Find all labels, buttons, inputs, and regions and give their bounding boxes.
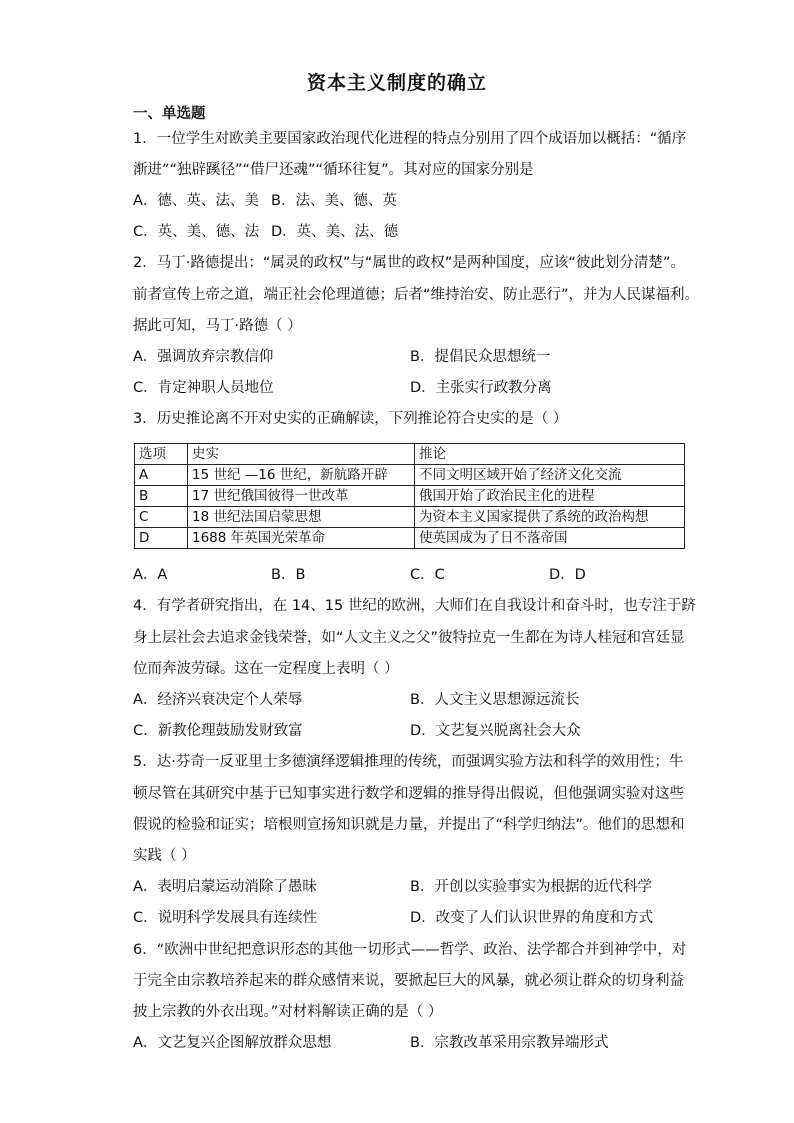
table-row <box>135 465 685 486</box>
table-cell: 15 世纪 —16 世纪，新航路开辟 <box>188 465 415 486</box>
table-row <box>135 507 685 528</box>
question-1-line-2: 渐进”“独辟蹊径”“借尸还魂”“循环往复”。其对应的国家分别是 <box>133 162 534 178</box>
question-6-line-3: 披上宗教的外衣出现。”对材料解读正确的是（ ） <box>133 1004 443 1020</box>
question-3-option-b: B．B <box>271 567 306 583</box>
table-header-row <box>135 444 685 465</box>
question-1-option-b: B．法、美、德、英 <box>271 193 397 209</box>
table-cell: 17 世纪俄国彼得一世改革 <box>188 486 415 507</box>
question-4-option-d: D．文艺复兴脱离社会大众 <box>410 723 581 739</box>
question-3-option-c: C．C <box>410 567 445 583</box>
question-4-option-c: C．新教伦理鼓励发财致富 <box>133 723 303 739</box>
table-cell: C <box>135 507 188 528</box>
question-2-option-a: A．强调放弃宗教信仰 <box>133 349 274 365</box>
question-5-line-2: 顿尽管在其研究中基于已知事实进行数学和逻辑的推导得出假说，但他强调实验对这些 <box>133 786 684 802</box>
section-heading: 一、单选题 <box>133 106 206 122</box>
table-cell: B <box>135 486 188 507</box>
question-2-option-b: B．提倡民众思想统一 <box>410 349 551 365</box>
table-cell: 不同文明区域开始了经济文化交流 <box>415 465 685 486</box>
question-1-option-c: C．英、美、德、法 <box>133 224 260 240</box>
question-2-option-c: C．肯定神职人员地位 <box>133 380 274 396</box>
question-2-line-2: 前者宣传上帝之道，端正社会伦理道德；后者“维持治安、防止恶行”，并为人民谋福利。 <box>133 287 700 303</box>
question-5-option-b: B．开创以实验事实为根据的近代科学 <box>410 879 652 895</box>
table-row <box>135 528 685 549</box>
page-title: 资本主义制度的确立 <box>306 72 487 94</box>
question-1-line-1: 1．一位学生对欧美主要国家政治现代化进程的特点分别用了四个成语加以概括：“循序 <box>133 131 687 147</box>
table-cell: 俄国开始了政治民主化的进程 <box>415 486 685 507</box>
question-6-line-1: 6．“欧洲中世纪把意识形态的其他一切形式——哲学、政治、法学都合并到神学中，对 <box>133 942 687 958</box>
question-3-option-a: A．A <box>133 567 168 583</box>
question-6-line-2: 于完全由宗教培养起来的群众感情来说，要掀起巨大的风暴，就必须让群众的切身利益 <box>133 973 684 989</box>
table-header-cell: 选项 <box>135 444 188 465</box>
table-row <box>135 486 685 507</box>
table-cell: 使英国成为了日不落帝国 <box>415 528 685 549</box>
question-2-line-1: 2．马丁·路德提出：“属灵的政权”与“属世的政权”是两种国度，应该“彼此划分清楚”。 <box>133 255 685 271</box>
question-3-option-d: D．D <box>549 567 586 583</box>
table-header-cell: 推论 <box>415 444 685 465</box>
question-4-line-3: 位而奔波劳碌。这在一定程度上表明（ ） <box>133 661 399 677</box>
table-header-cell: 史实 <box>188 444 415 465</box>
question-4-option-b: B．人文主义思想源远流长 <box>410 692 580 708</box>
table-cell: D <box>135 528 188 549</box>
question-1-option-a: A．德、英、法、美 <box>133 193 259 209</box>
question-5-option-a: A．表明启蒙运动消除了愚昧 <box>133 879 317 895</box>
question-5-option-c: C．说明科学发展具有连续性 <box>133 910 318 926</box>
question-2-line-3: 据此可知，马丁·路德（ ） <box>133 318 302 334</box>
question-5-line-1: 5．达·芬奇一反亚里士多德演绎逻辑推理的传统，而强调实验方法和科学的效用性；牛 <box>133 754 684 770</box>
table-cell: A <box>135 465 188 486</box>
question-4-option-a: A．经济兴衰决定个人荣辱 <box>133 692 303 708</box>
question-2-option-d: D．主张实行政教分离 <box>410 380 552 396</box>
question-4-line-1: 4．有学者研究指出，在 14、15 世纪的欧洲，大师们在自我设计和奋斗时，也专注于跻 <box>133 598 696 614</box>
question-3-line-1: 3．历史推论离不开对史实的正确解读，下列推论符合史实的是（ ） <box>133 411 568 427</box>
history-table <box>134 443 685 549</box>
question-5-option-d: D．改变了人们认识世界的角度和方式 <box>410 910 654 926</box>
table-cell: 18 世纪法国启蒙思想 <box>188 507 415 528</box>
table-cell: 1688 年英国光荣革命 <box>188 528 415 549</box>
question-6-option-b: B．宗教改革采用宗教异端形式 <box>410 1035 609 1051</box>
table-cell: 为资本主义国家提供了系统的政治构想 <box>415 507 685 528</box>
question-4-line-2: 身上层社会去追求金钱荣誉，如“人文主义之父”彼特拉克一生都在为诗人桂冠和宫廷显 <box>133 630 685 646</box>
question-5-line-4: 实践（ ） <box>133 848 196 864</box>
question-5-line-3: 假说的检验和证实；培根则宣扬知识就是力量，并提出了“科学归纳法”。他们的思想和 <box>133 817 685 833</box>
question-6-option-a: A．文艺复兴企图解放群众思想 <box>133 1035 332 1051</box>
question-1-option-d: D．英、美、法、德 <box>271 224 399 240</box>
